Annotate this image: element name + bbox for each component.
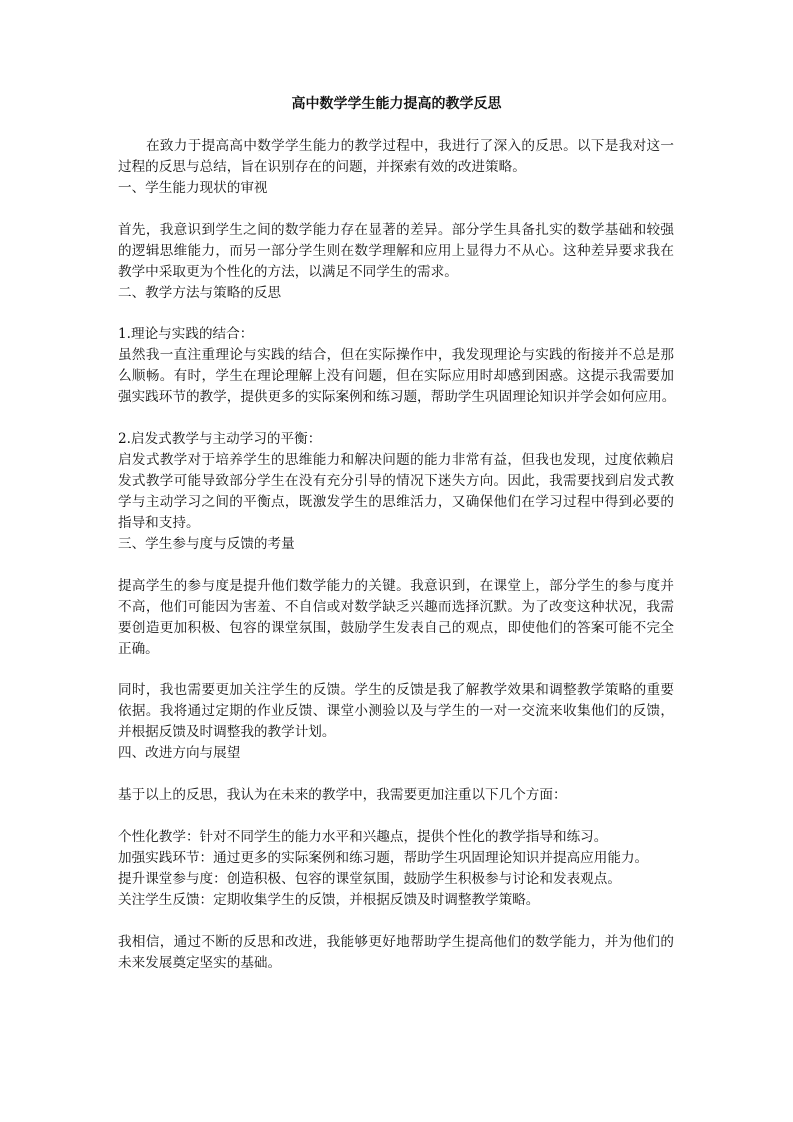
text-line: 的逻辑思维能力，而另一部分学生则在数学理解和应用上显得力不从心。这种差异要求我在 bbox=[118, 242, 674, 259]
blank-line bbox=[118, 659, 674, 680]
text-line: 提高学生的参与度是提升他们数学能力的关键。我意识到，在课堂上，部分学生的参与度并 bbox=[118, 577, 674, 594]
text-line: 不高，他们可能因为害羞、不自信或对数学缺乏兴趣而选择沉默。为了改变这种状况，我需 bbox=[118, 598, 674, 615]
text-line: 未来发展奠定坚实的基础。 bbox=[118, 954, 282, 971]
text-line: 强实践环节的教学，提供更多的实际案例和练习题，帮助学生巩固理论知识并学会如何应用。 bbox=[118, 389, 676, 406]
subheading-1 bbox=[118, 324, 674, 345]
blank-line bbox=[118, 764, 674, 785]
heading-text: 四、改进方向与展望 bbox=[118, 745, 241, 762]
text-line: 教学中采取更为个性化的方法，以满足不同学生的需求。 bbox=[118, 263, 458, 280]
text-line: 学与主动学习之间的平衡点，既激发学生的思维活力，又确保他们在学习过程中得到必要的 bbox=[118, 493, 674, 510]
section-heading-3 bbox=[118, 534, 674, 555]
section-4-intro bbox=[118, 785, 674, 806]
text-line: 么顺畅。有时，学生在理论理解上没有问题，但在实际应用时却感到困惑。这提示我需要加 bbox=[118, 368, 674, 385]
list-item: 提升课堂参与度：创造积极、包容的课堂氛围，鼓励学生积极参与讨论和发表观点。 bbox=[118, 870, 621, 887]
list-item: 关注学生反馈：定期收集学生的反馈，并根据反馈及时调整教学策略。 bbox=[118, 891, 540, 908]
text-line: 虽然我一直注重理论与实践的结合，但在实际操作中，我发现理论与实践的衔接并不总是那 bbox=[118, 347, 674, 364]
text-line: 依据。我将通过定期的作业反馈、课堂小测验以及与学生的一对一交流来收集他们的反馈， bbox=[118, 703, 674, 720]
section-1-paragraph bbox=[118, 220, 674, 283]
text-line: 要创造更加积极、包容的课堂氛围，鼓励学生发表自己的观点，即使他们的答案可能不完全 bbox=[118, 619, 674, 636]
section-heading-4 bbox=[118, 743, 674, 764]
blank-line bbox=[118, 199, 674, 220]
blank-line bbox=[118, 408, 674, 429]
list-item: 加强实践环节：通过更多的实际案例和练习题，帮助学生巩固理论知识并提高应用能力。 bbox=[118, 849, 649, 866]
text-line: 基于以上的反思，我认为在未来的教学中，我需要更加注重以下几个方面： bbox=[118, 787, 567, 804]
text-line: 在致力于提高高中数学学生能力的教学过程中，我进行了深入的反思。以下是我对这一 bbox=[146, 138, 674, 154]
blank-line bbox=[118, 806, 674, 827]
section-3-paragraph-1 bbox=[118, 576, 674, 660]
subheading-2 bbox=[118, 429, 674, 450]
text-line: 发式教学可能导致部分学生在没有充分引导的情况下迷失方向。因此，我需要找到启发式教 bbox=[118, 473, 674, 489]
section-heading-1 bbox=[118, 178, 674, 199]
text-line: 同时，我也需要更加关注学生的反馈。学生的反馈是我了解教学效果和调整教学策略的重要 bbox=[118, 682, 674, 699]
heading-text: 二、教学方法与策略的反思 bbox=[118, 284, 282, 301]
document-body bbox=[118, 136, 674, 974]
list-item: 个性化教学：针对不同学生的能力水平和兴趣点，提供个性化的教学指导和练习。 bbox=[118, 828, 608, 845]
intro-paragraph bbox=[118, 136, 674, 178]
subsection-2-paragraph bbox=[118, 450, 674, 534]
heading-text: 1.理论与实践的结合： bbox=[118, 326, 254, 343]
section-heading-2 bbox=[118, 283, 674, 304]
heading-text: 三、学生参与度与反馈的考量 bbox=[118, 535, 295, 552]
improvement-list bbox=[118, 827, 674, 911]
section-3-paragraph-2 bbox=[118, 680, 674, 743]
conclusion-paragraph bbox=[118, 932, 674, 974]
subsection-1-paragraph bbox=[118, 345, 674, 408]
heading-text: 2.启发式教学与主动学习的平衡： bbox=[118, 431, 322, 448]
text-line: 正确。 bbox=[118, 640, 159, 657]
blank-line bbox=[118, 911, 674, 932]
document-title: 高中数学学生能力提高的教学反思 bbox=[291, 96, 502, 112]
text-line: 指导和支持。 bbox=[118, 514, 200, 531]
text-line: 启发式教学对于培养学生的思维能力和解决问题的能力非常有益，但我也发现，过度依赖启 bbox=[118, 452, 674, 469]
heading-text: 一、学生能力现状的审视 bbox=[118, 179, 268, 196]
text-line: 过程的反思与总结，旨在识别存在的问题，并探索有效的改进策略。 bbox=[118, 158, 526, 175]
blank-line bbox=[118, 555, 674, 576]
text-line: 并根据反馈及时调整我的教学计划。 bbox=[118, 724, 336, 741]
blank-line bbox=[118, 304, 674, 325]
text-line: 首先，我意识到学生之间的数学能力存在显著的差异。部分学生具备扎实的数学基础和较强 bbox=[118, 221, 674, 238]
text-line: 我相信，通过不断的反思和改进，我能够更好地帮助学生提高他们的数学能力，并为他们的 bbox=[118, 933, 674, 950]
